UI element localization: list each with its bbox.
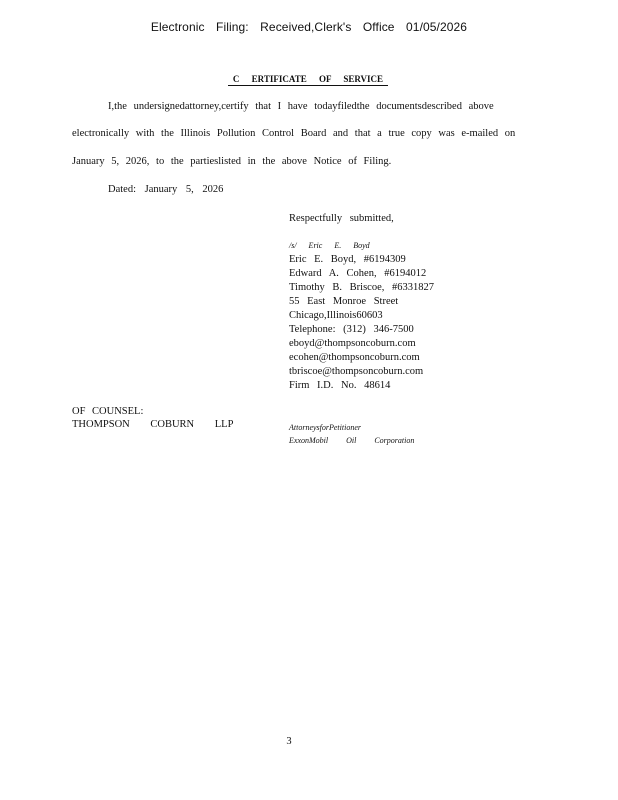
signature-line-email-cohen: ecohen@thompsoncoburn.com	[289, 352, 420, 363]
signature-line-email-briscoe: tbriscoe@thompsoncoburn.com	[289, 366, 424, 377]
of-counsel-label: OF COUNSEL:	[72, 406, 144, 417]
signature-line-street: 55 East Monroe Street	[289, 296, 399, 307]
filing-stamp: Electronic Filing: Received,Clerk's Office 01/05/2026	[150, 20, 468, 34]
electronic-signature: /s/ Eric E. Boyd	[289, 241, 370, 250]
respectfully-submitted: Respectfully submitted,	[289, 213, 394, 224]
certificate-paragraph-line-2: electronically with the Illinois Pollution Control Board and that a true copy was e-mailed on	[72, 128, 516, 139]
certificate-title: C ERTIFICATE OF SERVICE	[228, 74, 388, 86]
certificate-paragraph-line-1: I,the undersignedattorney,certify that I have todayfiledthe documentsdescribed above	[108, 101, 494, 112]
signature-block	[289, 212, 434, 393]
signature-line-city: Chicago,Illinois60603	[289, 310, 383, 321]
attorneys-for-label: AttorneysforPetitioner	[289, 423, 361, 432]
dated-line: Dated: January 5, 2026	[108, 184, 224, 195]
attorneys-for-block	[289, 421, 414, 447]
page-number: 3	[286, 736, 292, 747]
of-counsel-block	[72, 405, 233, 431]
signature-line-attorney-briscoe: Timothy B. Briscoe, #6331827	[289, 282, 434, 293]
signature-line-firm-id: Firm I.D. No. 48614	[289, 380, 391, 391]
certificate-paragraph-line-3: January 5, 2026, to the partieslisted in the above Notice of Filing.	[72, 156, 392, 167]
signature-line-attorney-cohen: Edward A. Cohen, #6194012	[289, 268, 427, 279]
law-firm-name: THOMPSON COBURN LLP	[72, 419, 234, 430]
signature-line-email-boyd: eboyd@thompsoncoburn.com	[289, 338, 416, 349]
petitioner-name: ExxonMobil Oil Corporation	[289, 436, 415, 445]
signature-line-attorney-boyd: Eric E. Boyd, #6194309	[289, 254, 406, 265]
signature-line-telephone: Telephone: (312) 346-7500	[289, 324, 414, 335]
